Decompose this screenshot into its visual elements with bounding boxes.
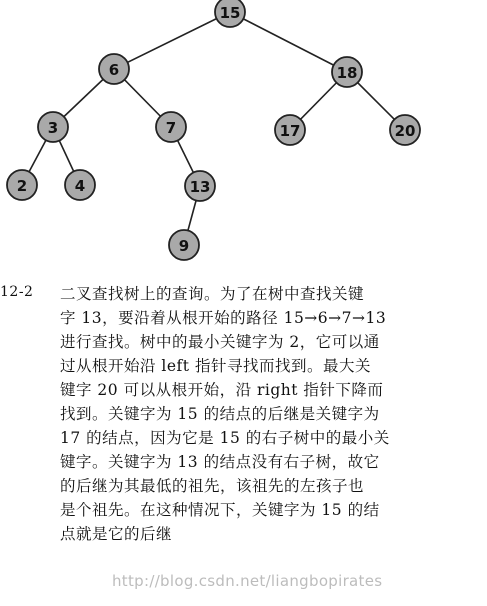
tree-edges [22,12,405,245]
tree-nodes [7,0,420,260]
tree-node-label: 2 [16,177,28,195]
tree-node [65,170,95,200]
tree-node [275,115,305,145]
caption-line: 二叉查找树上的查询。为了在树中查找关键 [60,285,365,303]
tree-node [169,230,199,260]
caption-line: 找到。关键字为 15 的结点的后继是关键字为 [60,405,380,423]
figure-caption [60,282,480,546]
tree-node [156,112,186,142]
tree-node-label: 13 [189,178,211,196]
tree-node-label: 17 [279,122,301,140]
caption-line: 键字 20 可以从根开始，沿 right 指针下降而 [60,381,384,399]
tree-node-label: 18 [336,64,358,82]
tree-node [7,170,37,200]
tree-node-label: 6 [108,61,120,79]
binary-search-tree-diagram [0,0,487,270]
tree-edge [230,12,347,72]
tree-node-label: 4 [74,177,86,195]
tree-node-label: 3 [47,119,59,137]
tree-node [332,57,362,87]
tree-node [38,112,68,142]
tree-node-label: 9 [178,237,190,255]
figure-number: 12-2 [0,284,34,300]
tree-node [99,54,129,84]
caption-line: 键字。关键字为 13 的结点没有右子树，故它 [60,453,380,471]
tree-node [390,115,420,145]
watermark-url: http://blog.csdn.net/liangbopirates [112,572,383,590]
tree-edge [114,12,230,69]
caption-line: 字 13，要沿着从根开始的路径 15→6→7→13 [60,309,387,327]
tree-node-label: 20 [394,122,416,140]
tree-node [215,0,245,27]
caption-line: 进行查找。树中的最小关键字为 2，它可以通 [60,333,380,351]
tree-node-label: 7 [165,119,177,137]
caption-line: 点就是它的后继 [60,525,173,543]
caption-line: 过从根开始沿 left 指针寻找而找到。最大关 [60,357,371,375]
caption-line: 是个祖先。在这种情况下，关键字为 15 的结 [60,501,380,519]
tree-node [185,171,215,201]
caption-line: 的后继为其最低的祖先，该祖先的左孩子也 [60,477,365,495]
tree-node-label: 15 [219,4,241,22]
caption-line: 17 的结点，因为它是 15 的右子树中的最小关 [60,429,390,447]
